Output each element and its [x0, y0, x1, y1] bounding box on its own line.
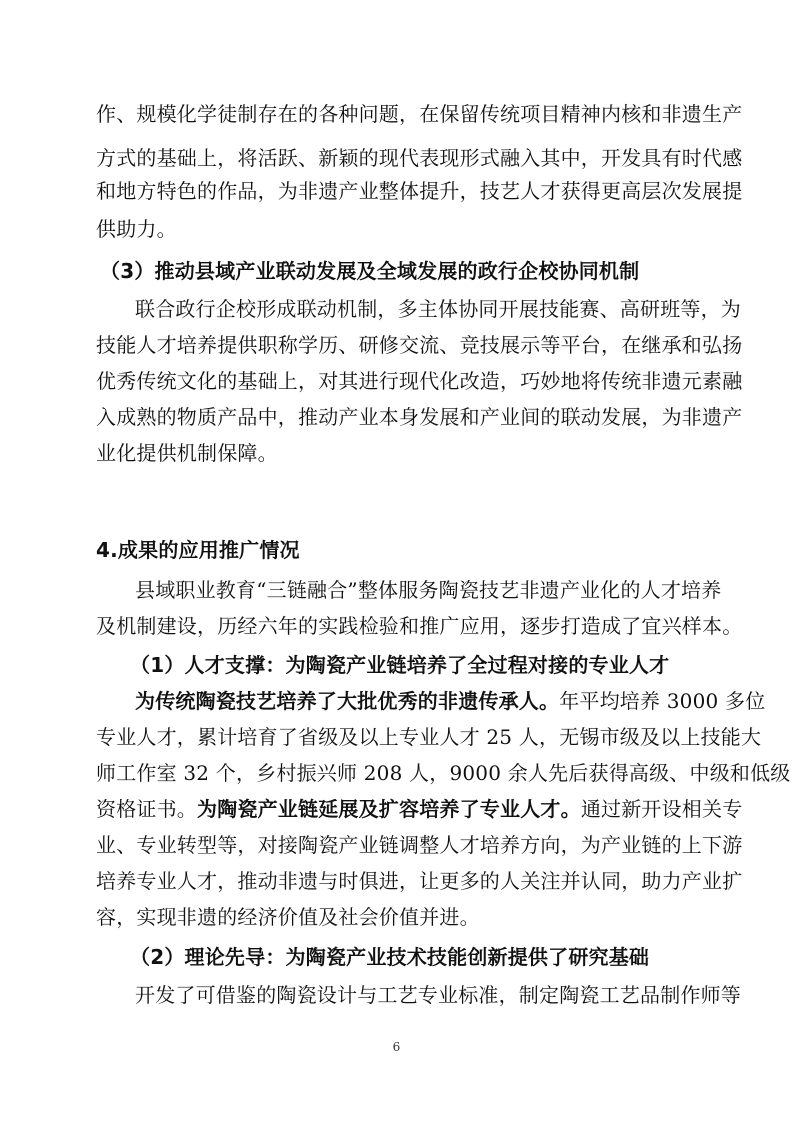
- bold-phrase: 为传统陶瓷技艺培养了大批优秀的非遗传承人。: [135, 689, 560, 713]
- paragraph-line: [135, 689, 766, 713]
- section-heading: 4.成果的应用推广情况: [96, 538, 300, 562]
- text-run: 年平均培养 3000 多位: [559, 689, 766, 713]
- subsection-heading: （3）推动县域产业联动发展及全域发展的政行企校协同机制: [100, 259, 640, 283]
- paragraph-line: 业、专业转型等，对接陶瓷产业链调整人才培养方向，为产业链的上下游: [96, 833, 743, 857]
- paragraph-line: 及机制建设，历经六年的实践检验和推广应用，逐步打造成了宜兴样本。: [96, 614, 743, 638]
- paragraph-line: 供助力。: [96, 217, 177, 241]
- subsection-heading: （1）人才支撑：为陶瓷产业链培养了全过程对接的专业人才: [130, 653, 670, 677]
- paragraph-line: 师工作室 32 个，乡村振兴师 208 人，9000 余人先后获得高级、中级和低级: [96, 761, 791, 785]
- subsection-heading: （2）理论先导：为陶瓷产业技术技能创新提供了研究基础: [130, 945, 650, 969]
- paragraph-line: 专业人才，累计培育了省级及以上专业人才 25 人，无锡市级及以上技能大: [96, 725, 762, 749]
- page-number: 6: [392, 1040, 401, 1054]
- paragraph-line: [96, 797, 743, 821]
- paragraph-line: 县域职业教育“三链融合”整体服务陶瓷技艺非遗产业化的人才培养: [135, 578, 722, 602]
- paragraph-line: 容，实现非遗的经济价值及社会价值并进。: [96, 905, 480, 929]
- paragraph-line: 培养专业人才，推动非遗与时俱进，让更多的人关注并认同，助力产业扩: [96, 869, 743, 893]
- paragraph-line: 业化提供机制保障。: [96, 441, 278, 465]
- paragraph-line: 方式的基础上，将活跃、新颖的现代表现形式融入其中，开发具有时代感: [96, 146, 743, 170]
- paragraph-line: 开发了可借鉴的陶瓷设计与工艺专业标准，制定陶瓷工艺品制作师等: [135, 983, 741, 1007]
- paragraph-line: 入成熟的物质产品中，推动产业本身发展和产业间的联动发展，为非遗产: [96, 405, 743, 429]
- paragraph-line: 技能人才培养提供职称学历、研修交流、竞技展示等平台，在继承和弘扬: [96, 333, 743, 357]
- paragraph-line: 优秀传统文化的基础上，对其进行现代化改造，巧妙地将传统非遗元素融: [96, 369, 743, 393]
- text-run: 资格证书。: [96, 797, 197, 821]
- paragraph-line: 联合政行企校形成联动机制，多主体协同开展技能赛、高研班等，为: [135, 297, 741, 321]
- text-run: 通过新开设相关专: [580, 797, 743, 821]
- paragraph-line: 作、规模化学徒制存在的各种问题，在保留传统项目精神内核和非遗生产: [96, 102, 743, 126]
- bold-phrase: 为陶瓷产业链延展及扩容培养了专业人才。: [197, 797, 581, 821]
- paragraph-line: 和地方特色的作品，为非遗产业整体提升，技艺人才获得更高层次发展提: [96, 179, 743, 203]
